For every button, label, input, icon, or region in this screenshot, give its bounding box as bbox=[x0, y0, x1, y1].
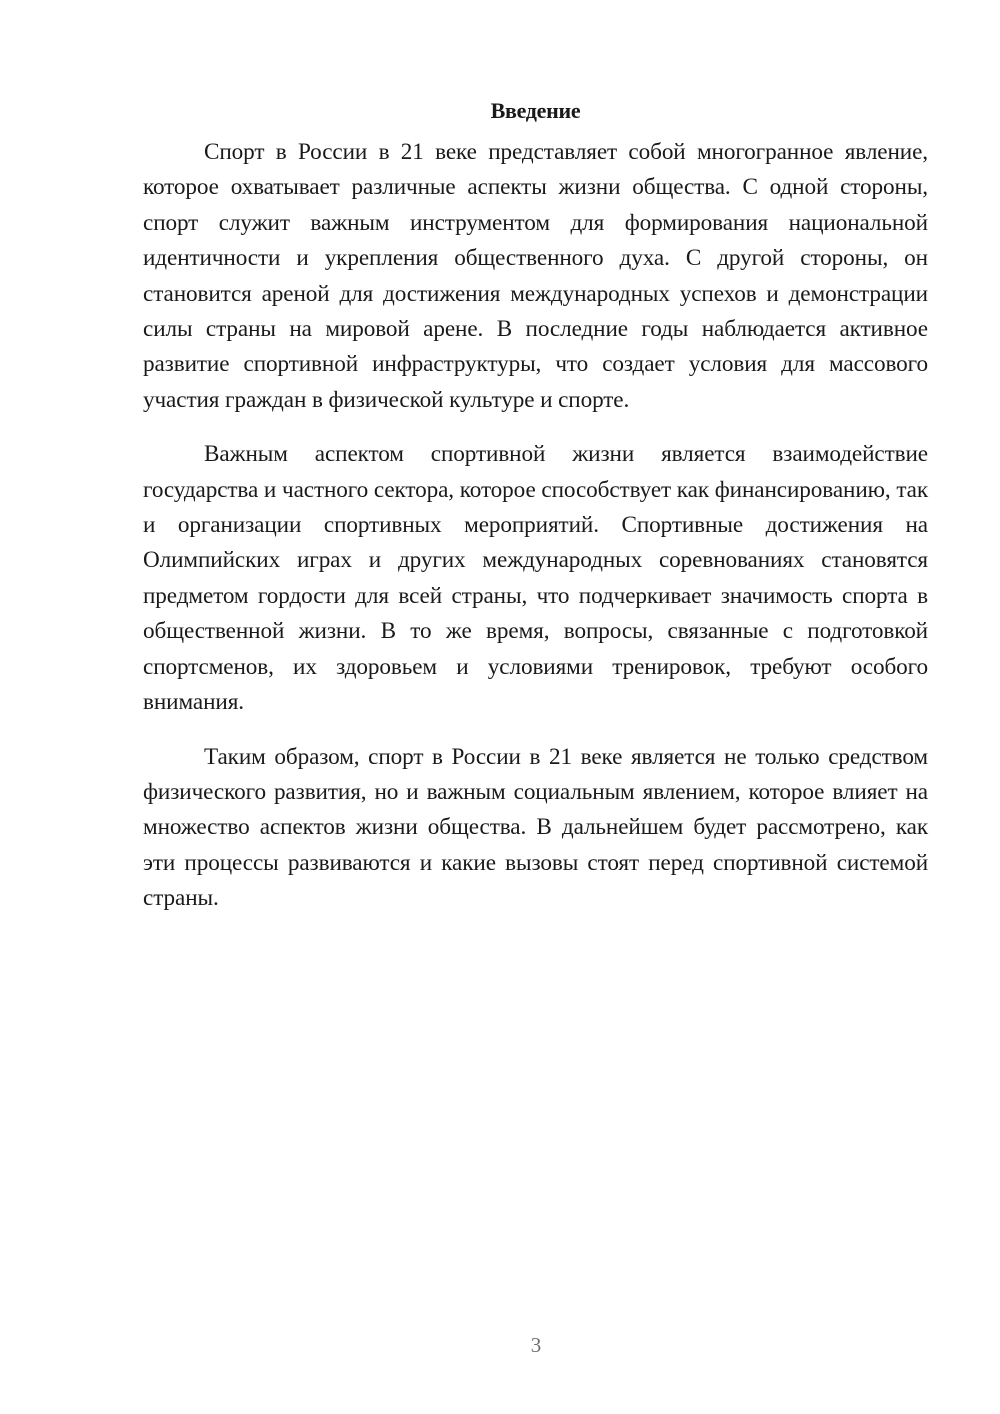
page-content bbox=[143, 98, 928, 936]
paragraph-3: Таким образом, спорт в России в 21 веке является не только средством физического развития, но и важным социальным явлением, которое влияет на множество аспектов жизни общества. В дальнейшем будет рассмотрено, как эти процессы развиваются и какие вызовы стоят перед спортивной системой страны. bbox=[143, 743, 928, 912]
paragraph-2: Важным аспектом спортивной жизни является взаимодействие государства и частного сектора, которое способствует как финансированию, так и организации спортивных мероприятий. Спортивные достижения на Олимпийских играх и других международных соревнованиях становятся предметом гордости для всей страны, что подчеркивает значимость спорта в общественной жизни. В то же время, вопросы, связанные с подготовкой спортсменов, их здоровьем и условиями тренировок, требуют особого внимания. bbox=[143, 441, 928, 716]
section-title: Введение bbox=[490, 98, 581, 123]
page-number: 3 bbox=[530, 1333, 542, 1357]
paragraph-1: Спорт в России в 21 веке представляет собой многогранное явление, которое охватывает различные аспекты жизни общества. С одной стороны, спорт служит важным инструментом для формирования национальной идентичности и укрепления общественного духа. С другой стороны, он становится ареной для достижения международных успехов и демонстрации силы страны на мировой арене. В последние годы наблюдается активное развитие спортивной инфраструктуры, что создает условия для массового участия граждан в физической культуре и спорте. bbox=[143, 139, 928, 413]
